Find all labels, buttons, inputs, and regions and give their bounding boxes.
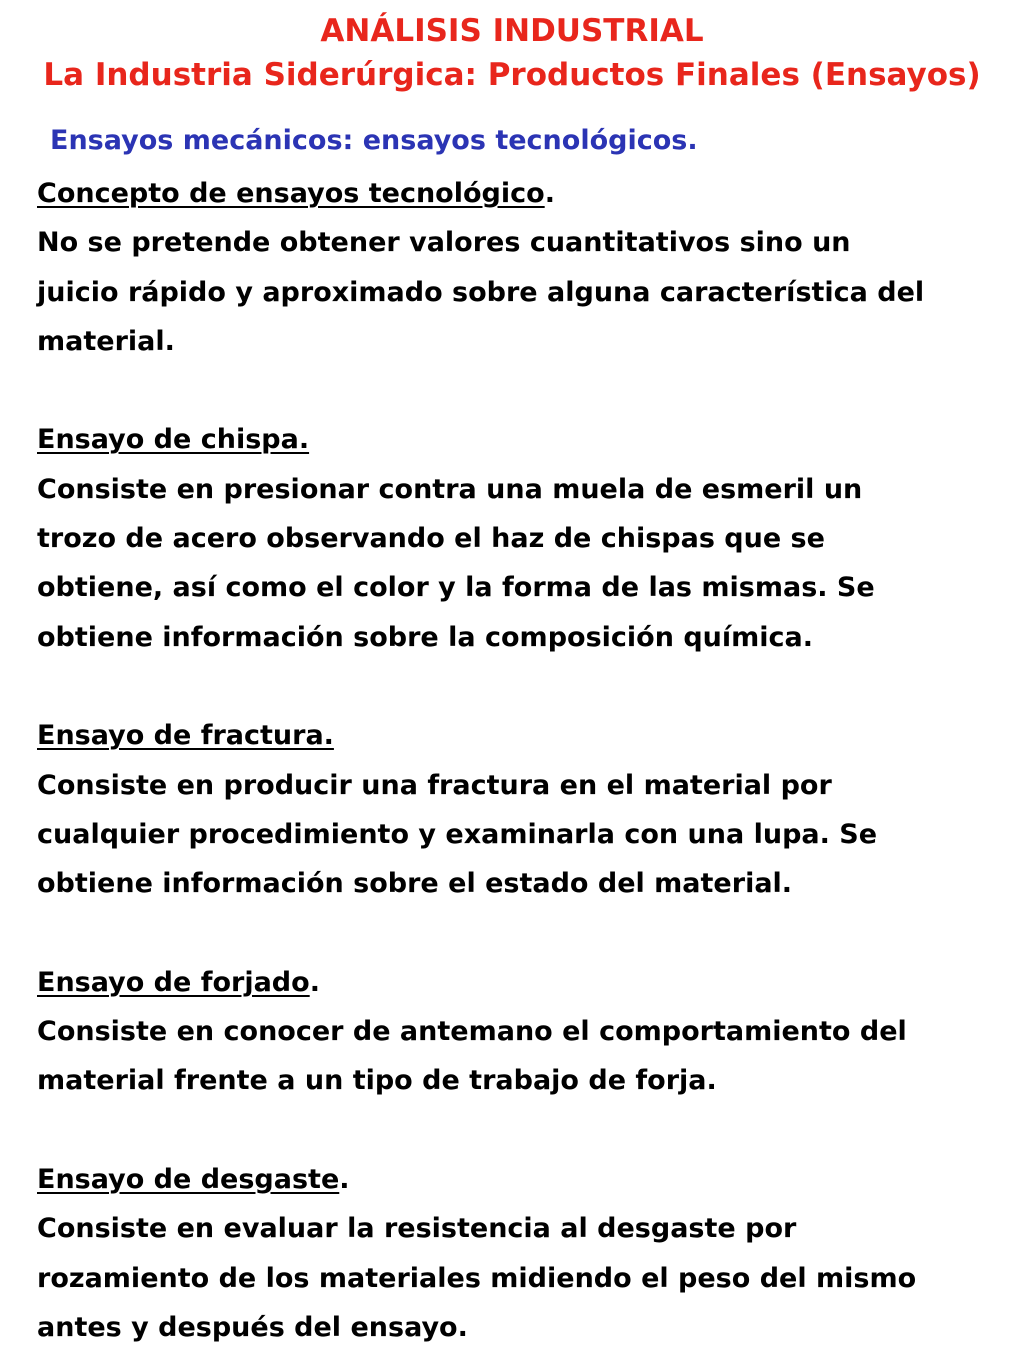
paragraph-line: juicio rápido y aproximado sobre alguna característica del xyxy=(37,276,925,308)
paragraph-line: obtiene, así como el color y la forma de las mismas. Se xyxy=(37,572,875,604)
paragraph-line: antes y después del ensayo. xyxy=(37,1311,468,1343)
section-heading xyxy=(37,1155,1012,1204)
paragraph-line: obtiene información sobre la composición química. xyxy=(37,621,813,653)
section-heading xyxy=(37,415,1012,464)
paragraph-line: material. xyxy=(37,325,175,357)
section-concepto xyxy=(37,169,1012,366)
paragraph-line: trozo de acero observando el haz de chispas que se xyxy=(37,523,825,555)
section-heading-text: Ensayo de desgaste xyxy=(37,1163,340,1195)
section-heading xyxy=(37,711,1012,760)
paragraph-line: Consiste en presionar contra una muela de esmeril un xyxy=(37,473,863,505)
section-heading-text: Ensayo de forjado xyxy=(37,966,310,998)
section-heading-text: Ensayo de chispa. xyxy=(37,424,310,456)
paragraph-line: Consiste en conocer de antemano el comportamiento del xyxy=(37,1016,907,1048)
paragraph-line: material frente a un tipo de trabajo de forja. xyxy=(37,1065,717,1097)
section-heading-text: Ensayo de fractura. xyxy=(37,720,334,752)
paragraph-line: Consiste en producir una fractura en el material por xyxy=(37,769,832,801)
page-subtitle: La Industria Siderúrgica: Productos Finales (Ensayos) xyxy=(43,57,981,93)
document-body xyxy=(37,169,1012,1352)
paragraph-line: cualquier procedimiento y examinarla con una lupa. Se xyxy=(37,818,878,850)
paragraph-line: obtiene información sobre el estado del material. xyxy=(37,868,793,900)
section-heading-suffix: . xyxy=(544,178,555,209)
section-heading xyxy=(37,958,1012,1007)
section-heading-suffix: . xyxy=(339,1163,350,1195)
section-chispa xyxy=(37,415,1012,661)
section-heading xyxy=(37,169,1012,218)
section-subtitle: Ensayos mecánicos: ensayos tecnológicos. xyxy=(50,125,698,156)
section-heading-text: Concepto de ensayos tecnológico xyxy=(37,178,545,209)
section-forjado xyxy=(37,958,1012,1106)
paragraph-line: Consiste en evaluar la resistencia al desgaste por xyxy=(37,1213,797,1245)
section-heading-suffix: . xyxy=(309,966,320,998)
paragraph-line: rozamiento de los materiales midiendo el peso del mismo xyxy=(37,1262,917,1294)
page-title: ANÁLISIS INDUSTRIAL xyxy=(320,13,704,49)
section-desgaste xyxy=(37,1155,1012,1352)
section-fractura xyxy=(37,711,1012,908)
paragraph-line: No se pretende obtener valores cuantitativos sino un xyxy=(37,227,851,259)
